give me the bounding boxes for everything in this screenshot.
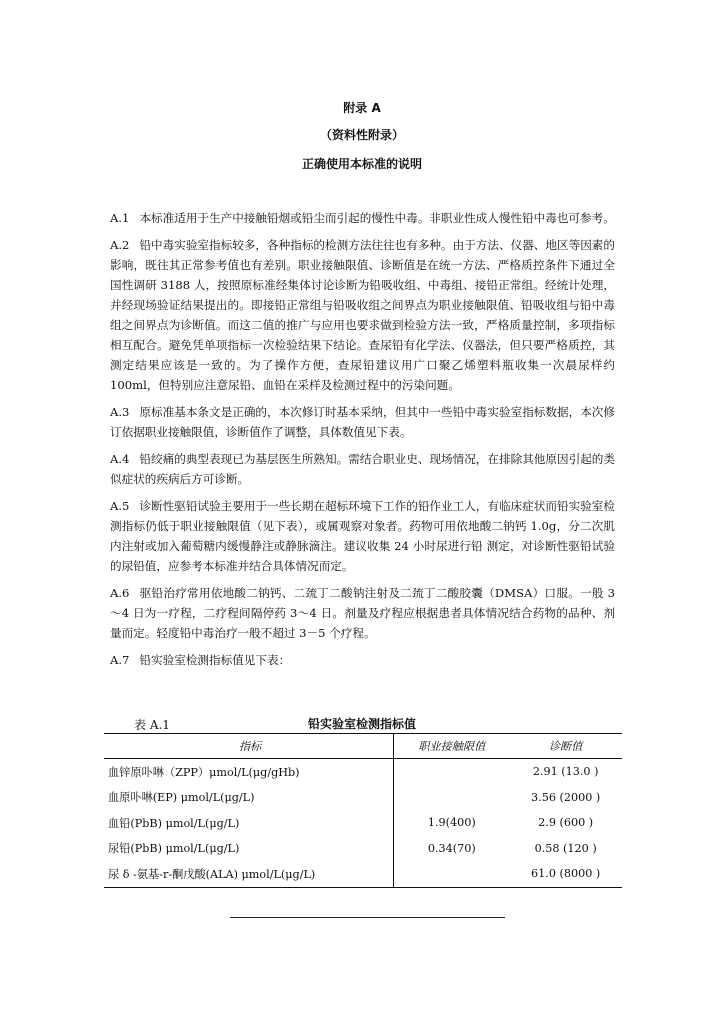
- cell-exposure-limit: [394, 785, 510, 811]
- cell-indicator: 血锌原卟啉（ZPP）μmol/L(μg/gHb): [108, 765, 300, 779]
- table-row: [104, 759, 622, 785]
- cell-diagnostic-value: 2.9 (600 ): [538, 816, 594, 830]
- paragraph-text: 驱铅治疗常用依地酸二钠钙、二巯丁二酸钠注射及二巯丁二酸胶囊（DMSA）口服。一般 3～4 日为一疗程，二疗程间隔停药 3～4 日。剂量及疗程应根据患者具体情况结合药物的品种、剂量而定。轻度铅中毒治疗一般不超过 3－5 个疗程。: [110, 586, 615, 640]
- body-text: [110, 208, 615, 677]
- paragraph-text: 诊断性驱铅试验主要用于一些长期在超标环境下工作的铅作业工人，有临床症状而铅实验室检测指标仍低于职业接触限值（见下表），或属观察对象者。药物可用依地酸二钠钙 1.0g，分二次肌内注射或加入葡萄糖内缓慢静注或静脉滴注。建议收集 24 小时尿进行铅 测定，对诊断性驱铅试验的尿铅值，应参考本标准并结合具体情况而定。: [110, 499, 615, 573]
- cell-exposure-limit: [394, 861, 510, 887]
- paragraph-number: A.4: [110, 452, 130, 466]
- table-row: [104, 836, 622, 862]
- paragraph-a4: [110, 449, 615, 489]
- cell-exposure-limit: 0.34(70): [394, 836, 510, 862]
- paragraph-text: 铅实验室检测指标值见下表：: [139, 653, 291, 667]
- header-diagnostic-value: 诊断值: [509, 734, 622, 759]
- paragraph-text: 铅绞痛的典型表现已为基层医生所熟知。需结合职业史、现场情况，在排除其他原因引起的类似症状的疾病后方可诊断。: [110, 452, 615, 486]
- paragraph-a6: [110, 583, 615, 643]
- cell-diagnostic-value: 61.0 (8000 ): [531, 867, 601, 881]
- paragraph-number: A.6: [110, 586, 130, 600]
- appendix-label: 附录 A: [343, 101, 381, 115]
- cell-indicator: 尿 δ -氨基-r-酮戊酸(ALA) μmol/L(μg/L): [108, 867, 316, 881]
- table-row: [104, 810, 622, 836]
- cell-exposure-limit: [394, 759, 510, 785]
- lead-indicator-table: [104, 733, 622, 888]
- table-row: [104, 861, 622, 887]
- paragraph-text: 铅中毒实验室指标较多，各种指标的检测方法往往也有多种。由于方法、仪器、地区等因素的影响，既往其正常参考值也有差别。职业接触限值、诊断值是在统一方法、严格质控条件下通过全国性调研 3188 人，按照原标准经集体讨论诊断为铅吸收组、中毒组、接铅正常组。经统计处理，并经现场验证结果提出的。即接铅正常组与铅吸收组之间界点为职业接触限值、铅吸收组与铅中毒组之间界点为诊断值。而这二值的推广与应用也要求做到检验方法一致，严格质量控制，多项指标相互配合。避免凭单项指标一次检验结果下结论。查尿铅有化学法、仪器法，但只要严格质控，其测定结果应该是一致的。为了操作方便，查尿铅建议用广口聚乙烯塑料瓶收集一次晨尿样约 100ml，但特别应注意尿铅、血铅在采样及检测过程中的污染问题。: [110, 238, 615, 392]
- cell-indicator: 血原卟啉(EP) μmol/L(μg/L): [108, 791, 255, 805]
- paragraph-a7: [110, 650, 615, 670]
- appendix-title: 正确使用本标准的说明: [301, 157, 422, 171]
- paragraph-a5: [110, 496, 615, 576]
- paragraph-a2: [110, 235, 615, 395]
- paragraph-number: A.2: [110, 238, 130, 252]
- cell-indicator: 血铅(PbB) μmol/L(μg/L): [108, 816, 240, 830]
- table-title: 铅实验室检测指标值: [307, 717, 416, 731]
- end-of-document-rule: [230, 917, 505, 918]
- cell-indicator: 尿铅(PbB) μmol/L(μg/L): [108, 842, 240, 856]
- paragraph-a3: [110, 402, 615, 442]
- table-caption: 表 A.1: [134, 718, 170, 732]
- paragraph-number: A.5: [110, 499, 130, 513]
- cell-diagnostic-value: 2.91 (13.0 ): [532, 765, 599, 779]
- header-exposure-limit: 职业接触限值: [394, 734, 510, 759]
- paragraph-number: A.7: [110, 653, 130, 667]
- paragraph-a1: [110, 208, 615, 228]
- table-header-row: [104, 734, 622, 759]
- paragraph-number: A.3: [110, 405, 130, 419]
- cell-exposure-limit: 1.9(400): [394, 810, 510, 836]
- table-row: [104, 785, 622, 811]
- paragraph-text: 原标准基本条文是正确的，本次修订时基本采纳，但其中一些铅中毒实验室指标数据，本次修订依据职业接触限值，诊断值作了调整，具体数值见下表。: [110, 405, 615, 439]
- paragraph-text: 本标准适用于生产中接触铅烟或铅尘而引起的慢性中毒。非职业性成人慢性铅中毒也可参考。: [139, 211, 615, 225]
- cell-diagnostic-value: 3.56 (2000 ): [531, 790, 601, 804]
- paragraph-number: A.1: [110, 211, 130, 225]
- appendix-type: （资料性附录）: [319, 128, 404, 142]
- cell-diagnostic-value: 0.58 (120 ): [534, 841, 597, 855]
- header-indicator: 指标: [104, 734, 394, 759]
